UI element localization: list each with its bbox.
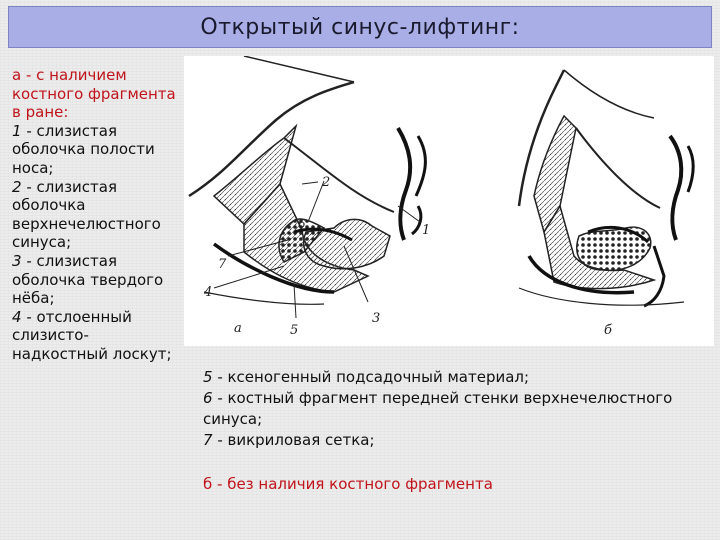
anatomy-figure	[184, 56, 714, 346]
label-a-3: 3	[372, 311, 381, 326]
label-a-4: 4	[204, 285, 213, 300]
slide-title: Открытый синус-лифтинг:	[200, 14, 520, 40]
title-bar	[8, 6, 712, 48]
label-a-5: 5	[290, 323, 299, 338]
legend-item-3: 3 - слизистая оболочка твердого нёба;	[12, 251, 164, 308]
legend-item-5: 5 - ксеногенный подсадочный материал;	[203, 368, 530, 386]
label-a-letter: а	[234, 321, 242, 336]
label-a-7: 7	[218, 257, 227, 272]
label-a-2: 2	[322, 175, 331, 190]
legend-item-7: 7 - викриловая сетка;	[203, 431, 375, 449]
legend-item-4: 4 - отслоенный слизисто-надкостный лоскут;	[12, 307, 172, 363]
left-legend	[12, 66, 182, 364]
diagram-a	[189, 56, 430, 338]
footnote-b: б - без наличия костного фрагмента	[203, 475, 493, 493]
label-a-6: 6	[298, 217, 306, 231]
anatomy-drawing	[184, 56, 714, 346]
label-b-letter: б	[604, 323, 612, 338]
left-heading: а - с наличием костного фрагмента в ране:	[12, 66, 176, 122]
label-a-1: 1	[422, 223, 431, 238]
right-legend	[203, 367, 708, 451]
legend-item-2: 2 - слизистая оболочка верхнечелюстного синуса;	[12, 177, 161, 252]
diagram-b	[519, 70, 693, 338]
legend-item-6: 6 - костный фрагмент передней стенки верхнечелюстного синуса;	[203, 389, 673, 428]
legend-item-1: 1 - слизистая оболочка полости носа;	[12, 121, 155, 177]
